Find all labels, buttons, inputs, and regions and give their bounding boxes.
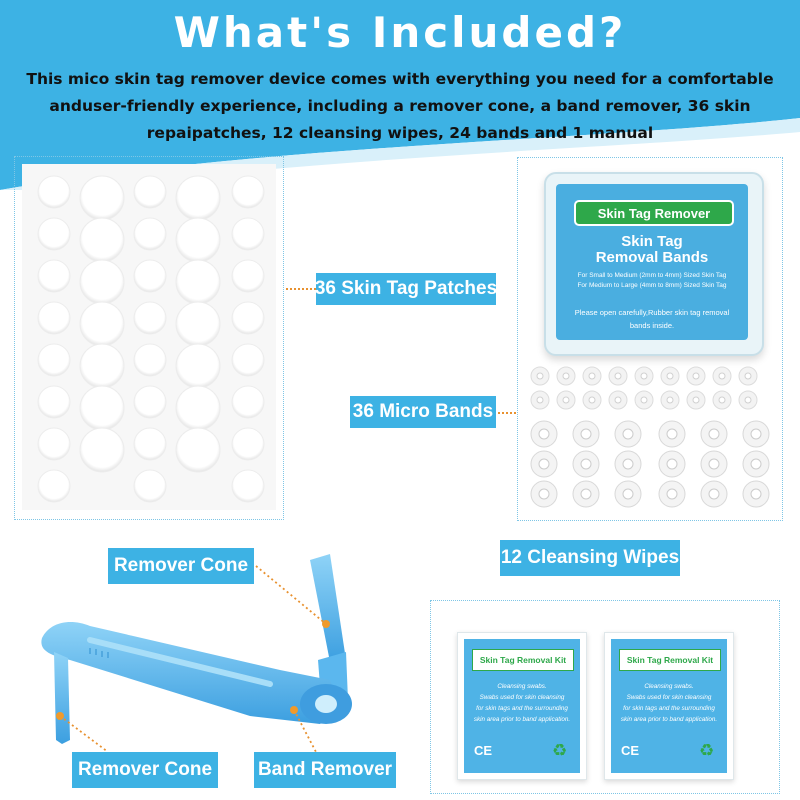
wipe-text-line: for skin tags and the surrounding	[476, 705, 568, 712]
skin-tag-patch	[38, 260, 70, 292]
description-line-2: anduser-friendly experience, including a remover cone, a band remover, 36 skin	[49, 97, 751, 115]
micro-band-hole	[539, 459, 549, 469]
micro-band-hole	[615, 397, 621, 403]
skin-tag-patch	[38, 344, 70, 376]
skin-tag-patch	[38, 218, 70, 250]
skin-tag-patch	[176, 344, 220, 388]
micro-band-hole	[615, 373, 621, 379]
label-cleansing-wipes: 12 Cleansing Wipes	[500, 540, 680, 576]
recycle-icon: ♻	[699, 741, 715, 761]
micro-band-hole	[709, 429, 719, 439]
box-brand-badge: Skin Tag Remover	[574, 200, 734, 226]
skin-tag-patch	[134, 344, 166, 376]
micro-band-hole	[581, 489, 591, 499]
micro-band-hole	[563, 397, 569, 403]
patches-leader-line	[286, 288, 316, 290]
skin-tag-patch	[38, 386, 70, 418]
wipe-text-line: for skin tags and the surrounding	[623, 705, 715, 712]
skin-tag-patch	[38, 470, 70, 502]
micro-band-hole	[581, 429, 591, 439]
micro-band-hole	[667, 459, 677, 469]
micro-band-hole	[709, 459, 719, 469]
micro-band-hole	[581, 459, 591, 469]
skin-tag-patch	[80, 344, 124, 388]
page-description	[20, 66, 780, 147]
micro-band-hole	[537, 373, 543, 379]
ce-mark-icon: CE	[621, 743, 640, 758]
micro-band-hole	[751, 459, 761, 469]
wipe-text-line: skin area prior to band application.	[473, 716, 571, 723]
micro-band-hole	[719, 373, 725, 379]
device-leader-lines	[0, 540, 430, 760]
skin-tag-patch	[232, 344, 264, 376]
wipe-text-line: skin area prior to band application.	[620, 716, 718, 723]
label-band-remover: Band Remover	[254, 752, 396, 788]
skin-tag-patch	[176, 218, 220, 262]
skin-tag-patch	[38, 428, 70, 460]
skin-tag-patch	[134, 470, 166, 502]
skin-tag-patch	[176, 302, 220, 346]
skin-tag-patch	[134, 176, 166, 208]
wipe-description	[617, 681, 721, 725]
micro-band-hole	[623, 429, 633, 439]
skin-tag-patch	[134, 218, 166, 250]
wipe-badge: Skin Tag Removal Kit	[619, 649, 721, 671]
description-line-1: This mico skin tag remover device comes with everything you need for a comfortable	[26, 70, 774, 88]
wipe-panel	[611, 639, 727, 773]
wipe-text-line: Swabs used for skin cleansing	[626, 694, 712, 701]
micro-band-hole	[589, 397, 595, 403]
skin-tag-patch	[232, 302, 264, 334]
wipe-text-line: Cleansing swabs.	[644, 683, 694, 690]
skin-tag-patch	[232, 386, 264, 418]
wipe-badge: Skin Tag Removal Kit	[472, 649, 574, 671]
skin-tag-patch	[80, 260, 124, 304]
micro-band-hole	[667, 373, 673, 379]
label-remover-cone-top: Remover Cone	[108, 548, 254, 584]
micro-band-hole	[667, 429, 677, 439]
skin-tag-patch	[80, 218, 124, 262]
skin-tag-patch	[176, 386, 220, 430]
skin-tag-patch	[38, 302, 70, 334]
wipe-text-line: Cleansing swabs.	[497, 683, 547, 690]
skin-tag-patch	[80, 428, 124, 472]
micro-band-hole	[667, 397, 673, 403]
micro-band-hole	[537, 397, 543, 403]
micro-band-hole	[539, 429, 549, 439]
cleansing-wipe-packet-2	[604, 632, 734, 780]
skin-tag-patch	[134, 260, 166, 292]
micro-band-hole	[539, 489, 549, 499]
micro-band-hole	[589, 373, 595, 379]
recycle-icon: ♻	[552, 741, 568, 761]
wipe-text-line: Swabs used for skin cleansing	[479, 694, 565, 701]
skin-tag-patch	[176, 176, 220, 220]
skin-tag-patch	[232, 470, 264, 502]
micro-band-hole	[641, 397, 647, 403]
micro-band-hole	[751, 429, 761, 439]
page-title: What's Included?	[173, 8, 627, 57]
description-line-3: repaipatches, 12 cleansing wipes, 24 bands and 1 manual	[146, 124, 654, 142]
skin-tag-patch	[80, 302, 124, 346]
box-spec-small: For Small to Medium (2mm to 4mm) Sized Skin Tag	[577, 272, 727, 279]
micro-band-hole	[745, 373, 751, 379]
box-note: Please open carefully,Rubber skin tag removal bands inside.	[574, 308, 730, 330]
label-micro-bands: 36 Micro Bands	[350, 396, 496, 428]
wipe-panel	[464, 639, 580, 773]
micro-band-hole	[667, 489, 677, 499]
box-title-line-2: Removal Bands	[595, 249, 709, 266]
patch-grid	[22, 164, 276, 510]
box-title	[556, 234, 748, 266]
skin-tag-patch	[134, 386, 166, 418]
micro-band-hole	[623, 489, 633, 499]
skin-tag-patch	[232, 218, 264, 250]
micro-band-hole	[693, 397, 699, 403]
box-spec-large: For Medium to Large (4mm to 8mm) Sized Skin Tag	[577, 282, 727, 289]
label-skin-tag-patches: 36 Skin Tag Patches	[316, 273, 496, 305]
micro-band-hole	[745, 397, 751, 403]
micro-band-hole	[693, 373, 699, 379]
skin-tag-patch	[80, 386, 124, 430]
skin-tag-patch	[134, 302, 166, 334]
skin-tag-patch	[232, 176, 264, 208]
micro-band-hole	[709, 489, 719, 499]
skin-tag-patch	[38, 176, 70, 208]
box-label-panel	[556, 184, 748, 340]
micro-band-hole	[641, 373, 647, 379]
micro-bands-grid	[526, 364, 776, 512]
removal-bands-box	[544, 172, 764, 356]
micro-band-hole	[563, 373, 569, 379]
bands-leader-line	[494, 412, 516, 414]
cleansing-wipe-packet-1	[457, 632, 587, 780]
skin-tag-patch	[176, 260, 220, 304]
skin-tag-patch	[176, 428, 220, 472]
label-remover-cone-bottom: Remover Cone	[72, 752, 218, 788]
micro-band-hole	[623, 459, 633, 469]
skin-tag-patch	[134, 428, 166, 460]
skin-tag-patch	[80, 176, 124, 220]
micro-band-hole	[751, 489, 761, 499]
wipe-description	[470, 681, 574, 725]
ce-mark-icon: CE	[474, 743, 493, 758]
skin-tag-patch	[232, 260, 264, 292]
box-title-line-1: Skin Tag	[621, 233, 683, 250]
micro-band-hole	[719, 397, 725, 403]
skin-tag-patch	[232, 428, 264, 460]
